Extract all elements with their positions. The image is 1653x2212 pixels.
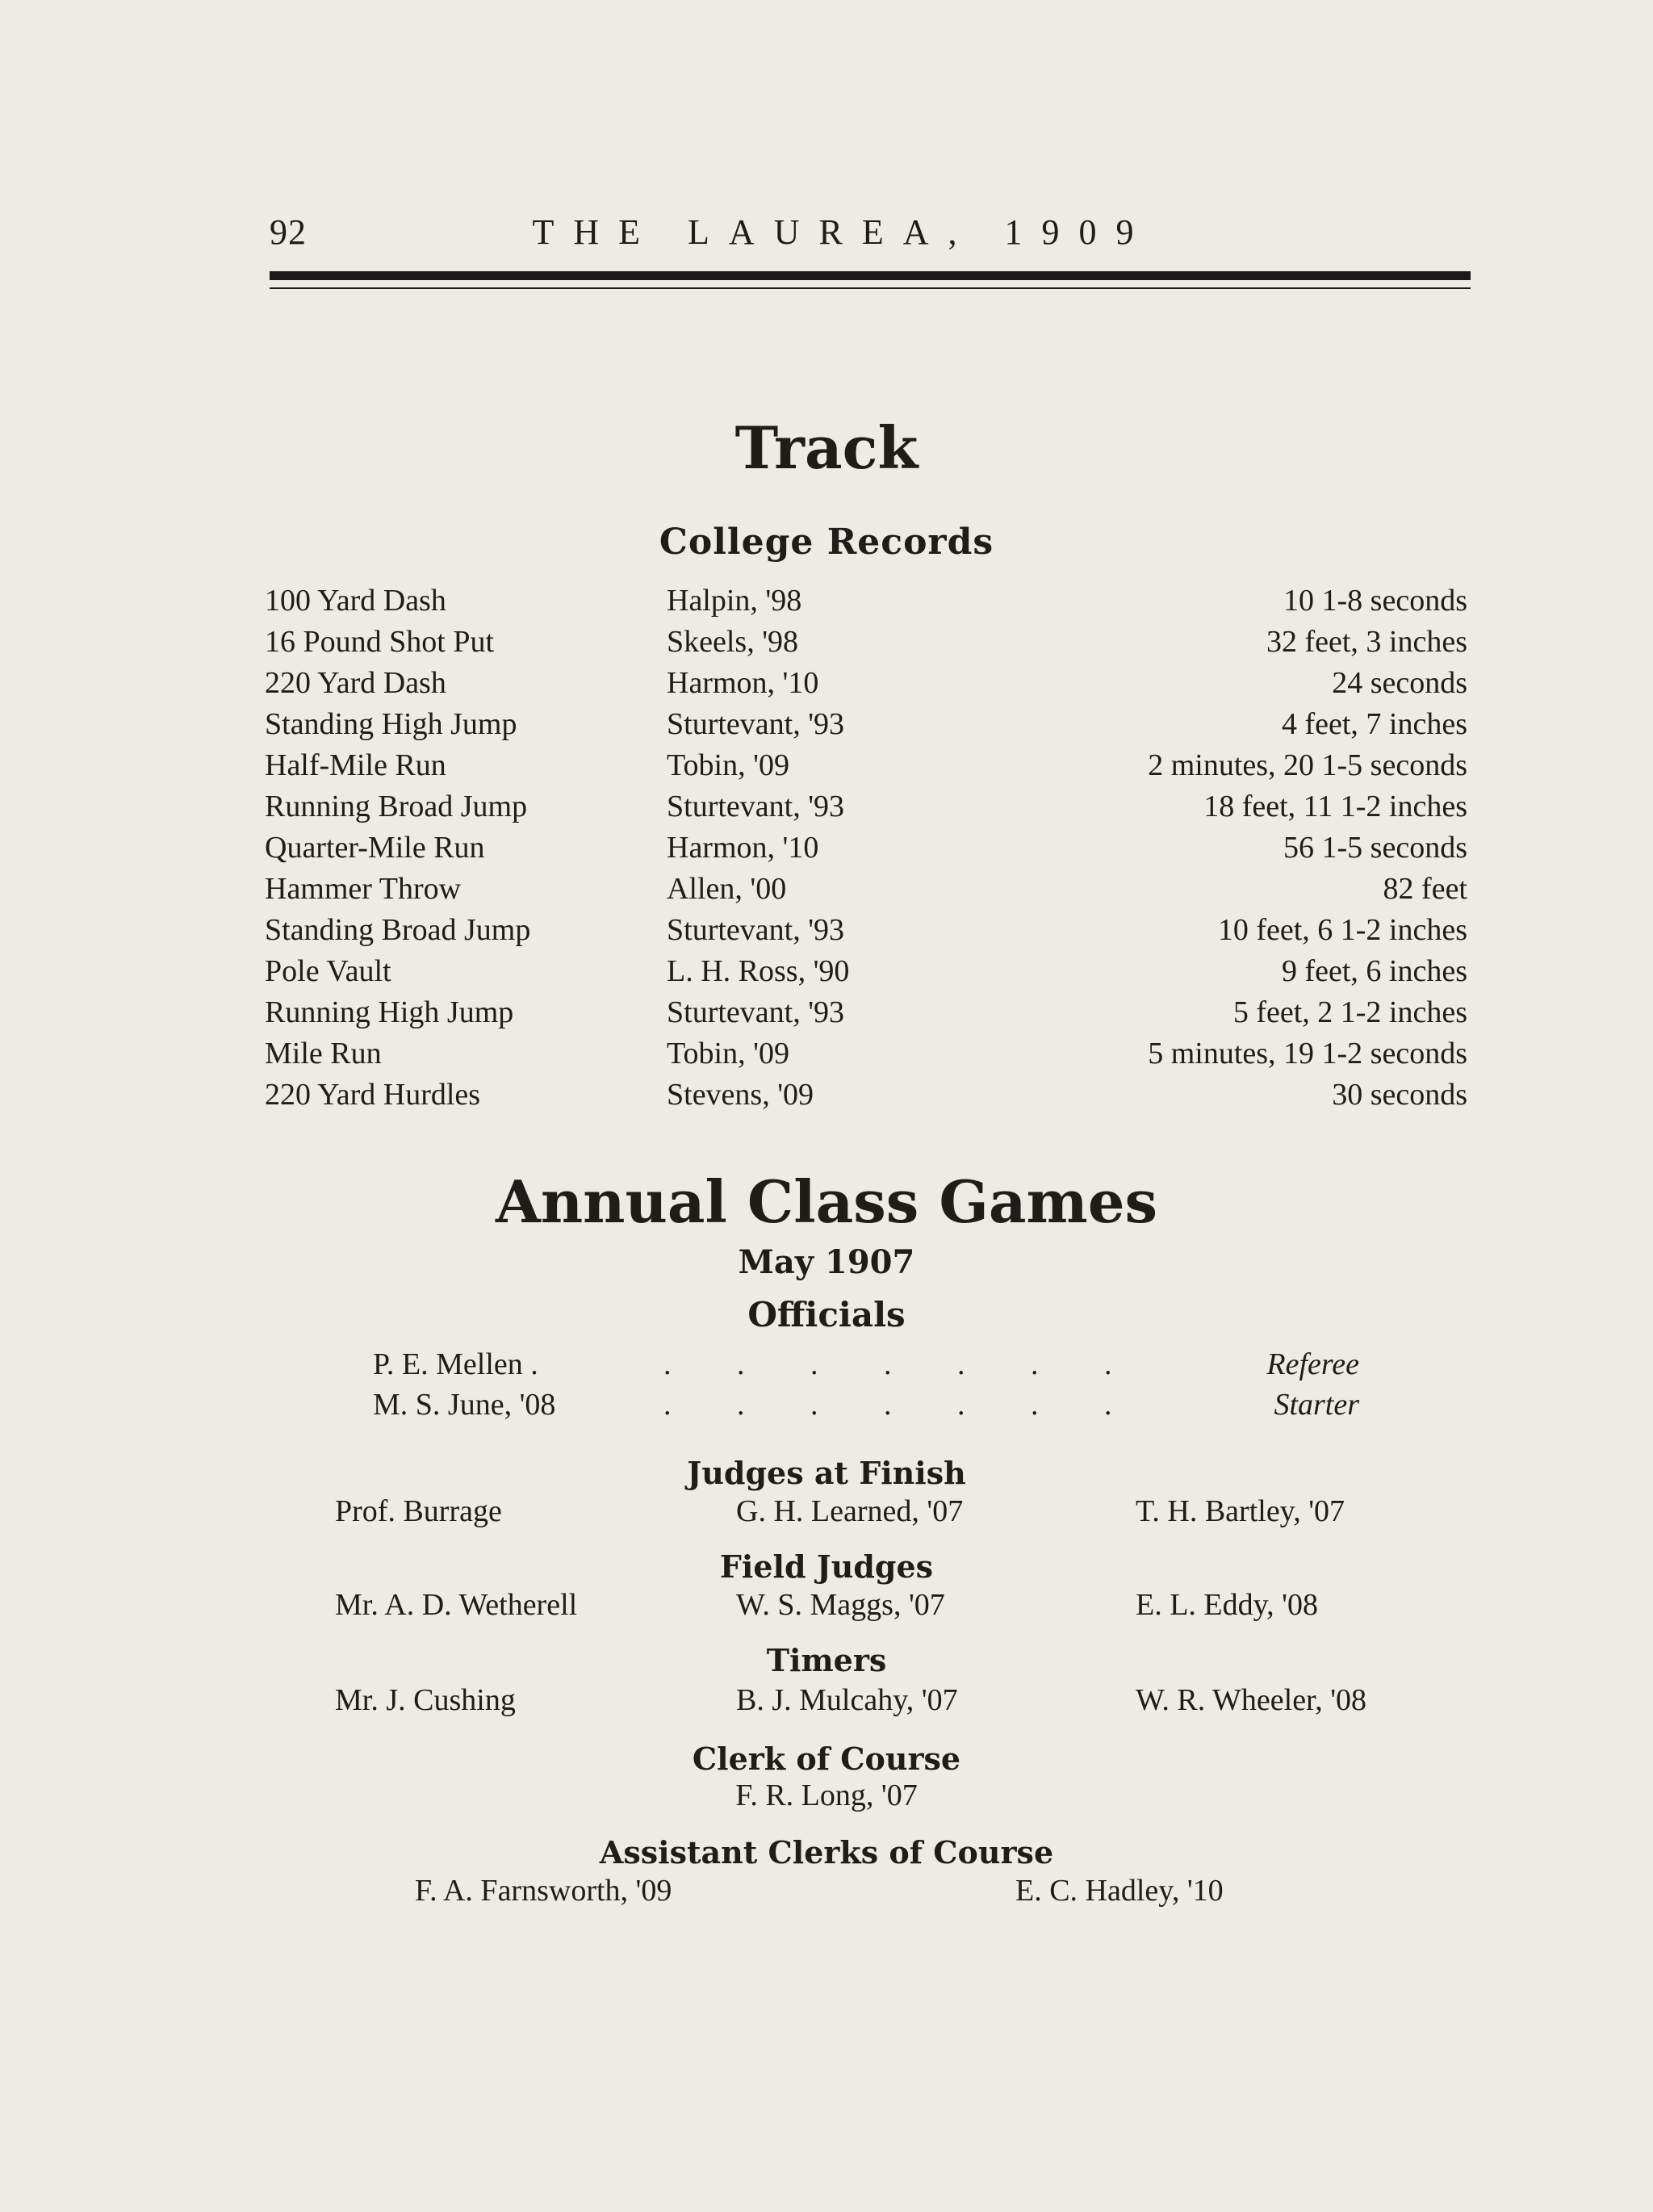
- header-rule-thin: [270, 287, 1471, 289]
- record-event: 100 Yard Dash: [265, 584, 446, 618]
- dot-leader: . . . . . . .: [663, 1388, 1112, 1422]
- record-holder: Sturtevant, '93: [667, 790, 845, 823]
- timer-name: W. R. Wheeler, '08: [1136, 1683, 1367, 1717]
- official-name: P. E. Mellen .: [373, 1347, 538, 1381]
- track-heading: Track: [734, 413, 919, 482]
- record-mark: 82 feet: [1383, 872, 1467, 906]
- record-mark: 10 feet, 6 1-2 inches: [1217, 913, 1467, 947]
- judge-name: Prof. Burrage: [335, 1494, 502, 1528]
- record-mark: 4 feet, 7 inches: [1281, 707, 1467, 741]
- officials-heading: Officials: [747, 1295, 906, 1334]
- record-event: 220 Yard Dash: [265, 666, 446, 700]
- assistant-clerks-heading: Assistant Clerks of Course: [599, 1834, 1054, 1871]
- record-event: Standing High Jump: [265, 707, 517, 741]
- official-role: Starter: [1274, 1388, 1359, 1422]
- record-event: Running High Jump: [265, 995, 514, 1029]
- record-mark: 18 feet, 11 1-2 inches: [1203, 790, 1467, 823]
- clerk-name: F. R. Long, '07: [735, 1778, 918, 1812]
- record-event: Hammer Throw: [265, 872, 462, 906]
- record-mark: 5 feet, 2 1-2 inches: [1232, 995, 1467, 1029]
- record-holder: Halpin, '98: [667, 584, 802, 618]
- assistant-clerk-name: E. C. Hadley, '10: [1015, 1874, 1224, 1908]
- assistant-clerks-row: [0, 1873, 1653, 1913]
- record-row: [265, 704, 1467, 745]
- judges-at-finish-heading: Judges at Finish: [687, 1455, 966, 1491]
- record-row: [265, 1033, 1467, 1075]
- record-event: Mile Run: [265, 1037, 382, 1070]
- record-mark: 5 minutes, 19 1-2 seconds: [1148, 1037, 1467, 1070]
- record-event: Standing Broad Jump: [265, 913, 531, 947]
- field-judges-heading: Field Judges: [719, 1548, 934, 1585]
- record-holder: Harmon, '10: [667, 666, 819, 700]
- record-row: [265, 869, 1467, 910]
- record-row: [265, 951, 1467, 992]
- timers-heading: Timers: [766, 1642, 887, 1678]
- record-event: Half-Mile Run: [265, 748, 446, 782]
- record-row: [265, 580, 1467, 622]
- record-holder: Sturtevant, '93: [667, 913, 845, 947]
- record-event: Pole Vault: [265, 954, 391, 988]
- judges-at-finish-row: [0, 1494, 1653, 1534]
- official-name: M. S. June, '08: [373, 1388, 556, 1422]
- field-judge-name: Mr. A. D. Wetherell: [335, 1588, 578, 1622]
- college-records-heading: College Records: [659, 522, 994, 563]
- record-row: [265, 1075, 1467, 1116]
- clerk-of-course-heading: Clerk of Course: [692, 1741, 961, 1777]
- college-records-table: [265, 580, 1467, 1116]
- games-date: May 1907: [738, 1243, 915, 1281]
- annual-class-games-heading: Annual Class Games: [495, 1167, 1158, 1236]
- field-judge-name: E. L. Eddy, '08: [1136, 1588, 1319, 1622]
- record-row: [265, 745, 1467, 786]
- timer-name: B. J. Mulcahy, '07: [736, 1683, 958, 1717]
- record-holder: Allen, '00: [667, 872, 787, 906]
- record-holder: Harmon, '10: [667, 831, 819, 865]
- record-row: [265, 827, 1467, 869]
- record-row: [265, 663, 1467, 704]
- assistant-clerk-name: F. A. Farnsworth, '09: [415, 1874, 672, 1908]
- field-judge-name: W. S. Maggs, '07: [736, 1588, 945, 1622]
- record-holder: Sturtevant, '93: [667, 995, 845, 1029]
- record-mark: 30 seconds: [1332, 1078, 1467, 1112]
- record-holder: Sturtevant, '93: [667, 707, 845, 741]
- record-mark: 32 feet, 3 inches: [1266, 625, 1467, 659]
- record-event: 16 Pound Shot Put: [265, 625, 495, 659]
- timer-name: Mr. J. Cushing: [335, 1683, 516, 1717]
- record-event: Quarter-Mile Run: [265, 831, 485, 865]
- record-mark: 24 seconds: [1332, 666, 1467, 700]
- page-number: 92: [270, 212, 307, 252]
- record-mark: 9 feet, 6 inches: [1281, 954, 1467, 988]
- record-mark: 10 1-8 seconds: [1283, 584, 1467, 618]
- header-rule-thick: [270, 271, 1471, 280]
- record-mark: 56 1-5 seconds: [1283, 831, 1467, 865]
- official-role: Referee: [1266, 1347, 1359, 1381]
- record-event: 220 Yard Hurdles: [265, 1078, 481, 1112]
- record-row: [265, 910, 1467, 951]
- record-holder: Tobin, '09: [667, 1037, 789, 1070]
- record-row: [265, 786, 1467, 827]
- record-row: [265, 992, 1467, 1033]
- judge-name: G. H. Learned, '07: [736, 1494, 964, 1528]
- record-holder: Tobin, '09: [667, 748, 789, 782]
- record-event: Running Broad Jump: [265, 790, 528, 823]
- record-holder: L. H. Ross, '90: [667, 954, 850, 988]
- field-judges-row: [0, 1587, 1653, 1628]
- running-title: THE LAUREA, 1909: [532, 212, 1153, 252]
- judge-name: T. H. Bartley, '07: [1136, 1494, 1345, 1528]
- timers-row: [0, 1682, 1653, 1723]
- official-row: [373, 1387, 1359, 1427]
- dot-leader: . . . . . . .: [663, 1347, 1112, 1381]
- record-holder: Skeels, '98: [667, 625, 799, 659]
- official-row: [373, 1347, 1359, 1387]
- record-holder: Stevens, '09: [667, 1078, 814, 1112]
- record-row: [265, 622, 1467, 663]
- record-mark: 2 minutes, 20 1-5 seconds: [1148, 748, 1467, 782]
